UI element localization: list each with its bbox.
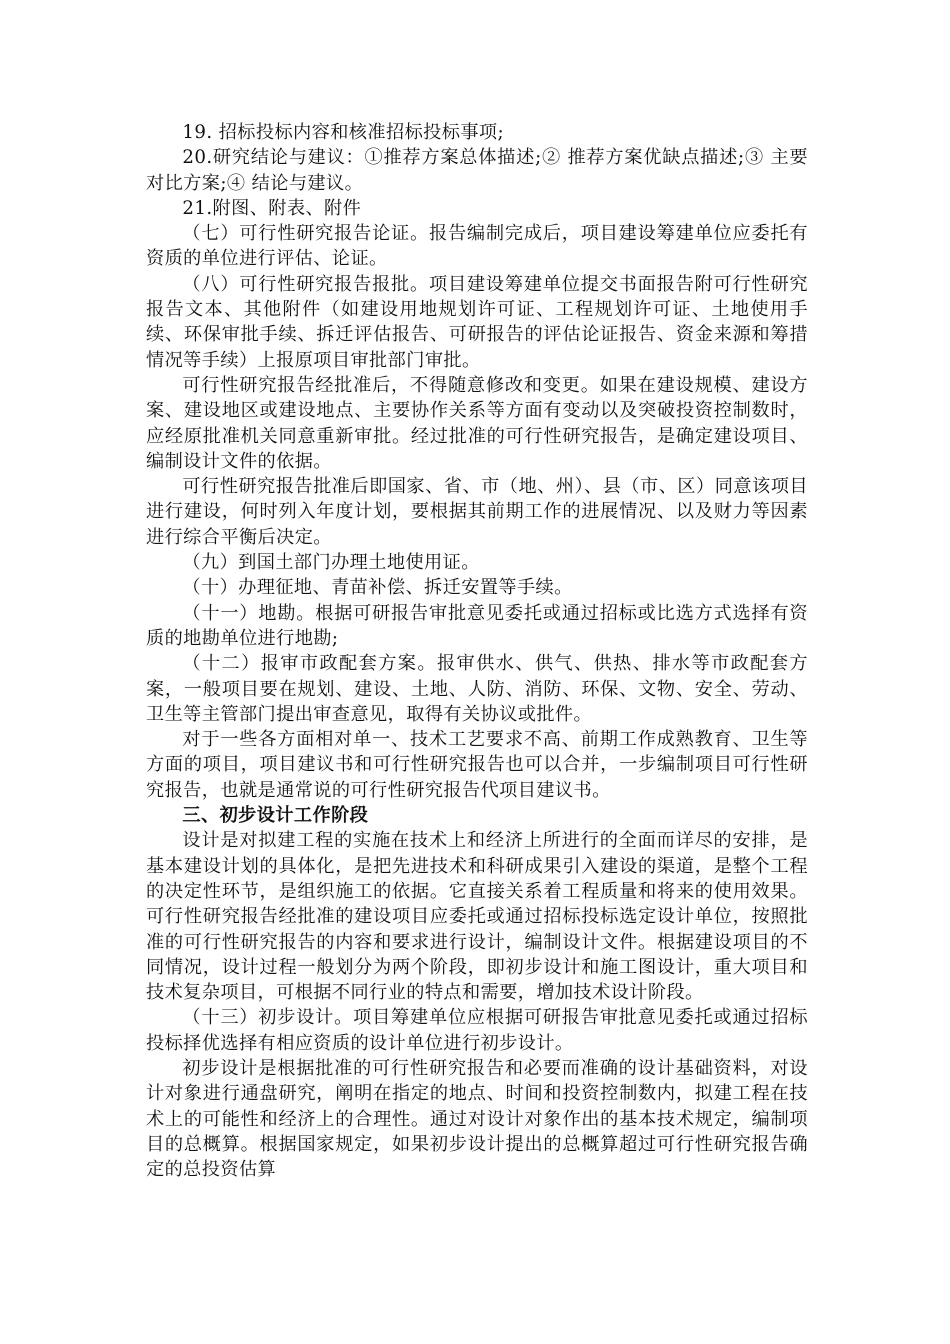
paragraph-preliminary-design: 初步设计是根据批准的可行性研究报告和必要而准确的设计基础资料，对设计对象进行通盘研究，阐明在指定的地点、时间和投资控制数内，拟建工程在技术上的可能性和经济上的合理性。通过对设计对象作出的基本技术规定，编制项目的总概算。根据国家规定，如果初步设计提出的总概算超过可行性研究报告确定的总投资估算 [146,1057,808,1181]
document-page [146,120,808,1182]
paragraph-step-7: （七）可行性研究报告论证。报告编制完成后，项目建设筹建单位应委托有资质的单位进行评估、论证。 [146,223,808,270]
paragraph-approval-rules: 可行性研究报告经批准后，不得随意修改和变更。如果在建设规模、建设方案、建设地区或建设地点、主要协作关系等方面有变动以及突破投资控制数时，应经原批准机关同意重新审批。经过批准的可行性研究报告，是确定建设项目、编制设计文件的依据。 [146,374,808,472]
paragraph-step-13: （十三）初步设计。项目筹建单位应根据可研报告审批意见委托或通过招标投标择优选择有相应资质的设计单位进行初步设计。 [146,1007,808,1054]
paragraph-step-9: （九）到国土部门办理土地使用证。 [182,552,480,574]
paragraph-step-10: （十）办理征地、青苗补偿、拆迁安置等手续。 [182,577,573,599]
paragraph-step-8: （八）可行性研究报告报批。项目建设筹建单位提交书面报告附可行性研究报告文本、其他附件（如建设用地规划许可证、工程规划许可证、土地使用手续、环保审批手续、拆迁评估报告、可研报告的评估论证报告、资金来源和筹措情况等手续）上报原项目审批部门审批。 [146,273,808,371]
paragraph-step-12: （十二）报审市政配套方案。报审供水、供气、供热、排水等市政配套方案，一般项目要在规划、建设、土地、人防、消防、环保、文物、安全、劳动、卫生等主管部门提出审查意见，取得有关协议或批件。 [146,653,808,725]
paragraph-item-21: 21.附图、附表、附件 [182,197,362,219]
paragraph-design-overview: 设计是对拟建工程的实施在技术上和经济上所进行的全面而详尽的安排，是基本建设计划的具体化，是把先进技术和科研成果引入建设的渠道，是整个工程的决定性环节，是组织施工的依据。它直接关系着工程质量和将来的使用效果。可行性研究报告经批准的建设项目应委托或通过招标投标选定设计单位，按照批准的可行性研究报告的内容和要求进行设计，编制设计文件。根据建设项目的不同情况，设计过程一般划分为两个阶段，即初步设计和施工图设计，重大项目和技术复杂项目，可根据不同行业的特点和需要，增加技术设计阶段。 [146,830,808,1004]
section-heading: 三、初步设计工作阶段 [182,805,369,827]
paragraph-merged-reports: 对于一些各方面相对单一、技术工艺要求不高、前期工作成熟教育、卫生等方面的项目，项目建议书和可行性研究报告也可以合并，一步编制项目可行性研究报告，也就是通常说的可行性研究报告代项目建议书。 [146,729,808,801]
paragraph-step-11: （十一）地勘。根据可研报告审批意见委托或通过招标或比选方式选择有资质的地勘单位进行地勘; [146,602,808,649]
paragraph-item-19: 19. 招标投标内容和核准招标投标事项; [182,122,505,143]
paragraph-item-20: 20.研究结论与建议：①推荐方案总体描述;② 推荐方案优缺点描述;③ 主要对比方案;④ 结论与建议。 [146,147,808,194]
paragraph-approval-effect: 可行性研究报告批准后即国家、省、市（地、州）、县（市、区）同意该项目进行建设，何时列入年度计划，要根据其前期工作的进展情况、以及财力等因素进行综合平衡后决定。 [146,476,808,548]
